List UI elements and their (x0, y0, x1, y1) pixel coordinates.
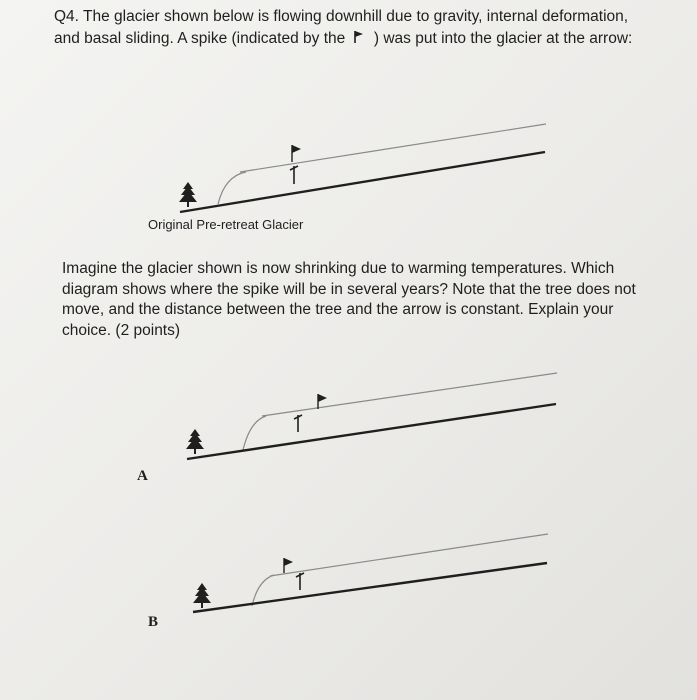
glacier-bed-line (187, 404, 556, 459)
option-b-diagram (193, 534, 548, 612)
tree-icon (193, 583, 211, 608)
arrow-icon (294, 415, 302, 432)
question-text-part2: ) was put into the glacier at the arrow: (373, 30, 633, 47)
option-b-label[interactable]: B (148, 614, 159, 630)
glacier-terminus-curve (243, 416, 266, 450)
tree-icon (186, 429, 204, 454)
glacier-terminus-curve (218, 172, 246, 204)
spike-flag-icon (284, 558, 293, 573)
diagram-caption: Original Pre-retreat Glacier (148, 217, 304, 232)
question-text-part1: Q4. The glacier shown below is flowing downhill due to gravity, internal deformation, and basal sliding. A spike (indicated by the (54, 8, 629, 47)
glacier-bed-line (180, 152, 545, 212)
option-a-label[interactable]: A (137, 468, 148, 484)
original-glacier-diagram (179, 124, 546, 212)
spike-flag-icon (292, 145, 301, 162)
option-a-diagram (186, 373, 557, 459)
arrow-icon (290, 166, 298, 184)
arrow-icon (296, 573, 304, 590)
prompt-text: Imagine the glacier shown is now shrinking due to warming temperatures. Which diagram shows where the spike will be in several years? Note that the tree does not move, and the distance between the tree and the arrow is constant. Explain your choice. (2 points) (62, 260, 636, 339)
glacier-bed-line (193, 563, 547, 612)
tree-icon (179, 182, 197, 207)
glacier-surface-line (240, 124, 546, 172)
